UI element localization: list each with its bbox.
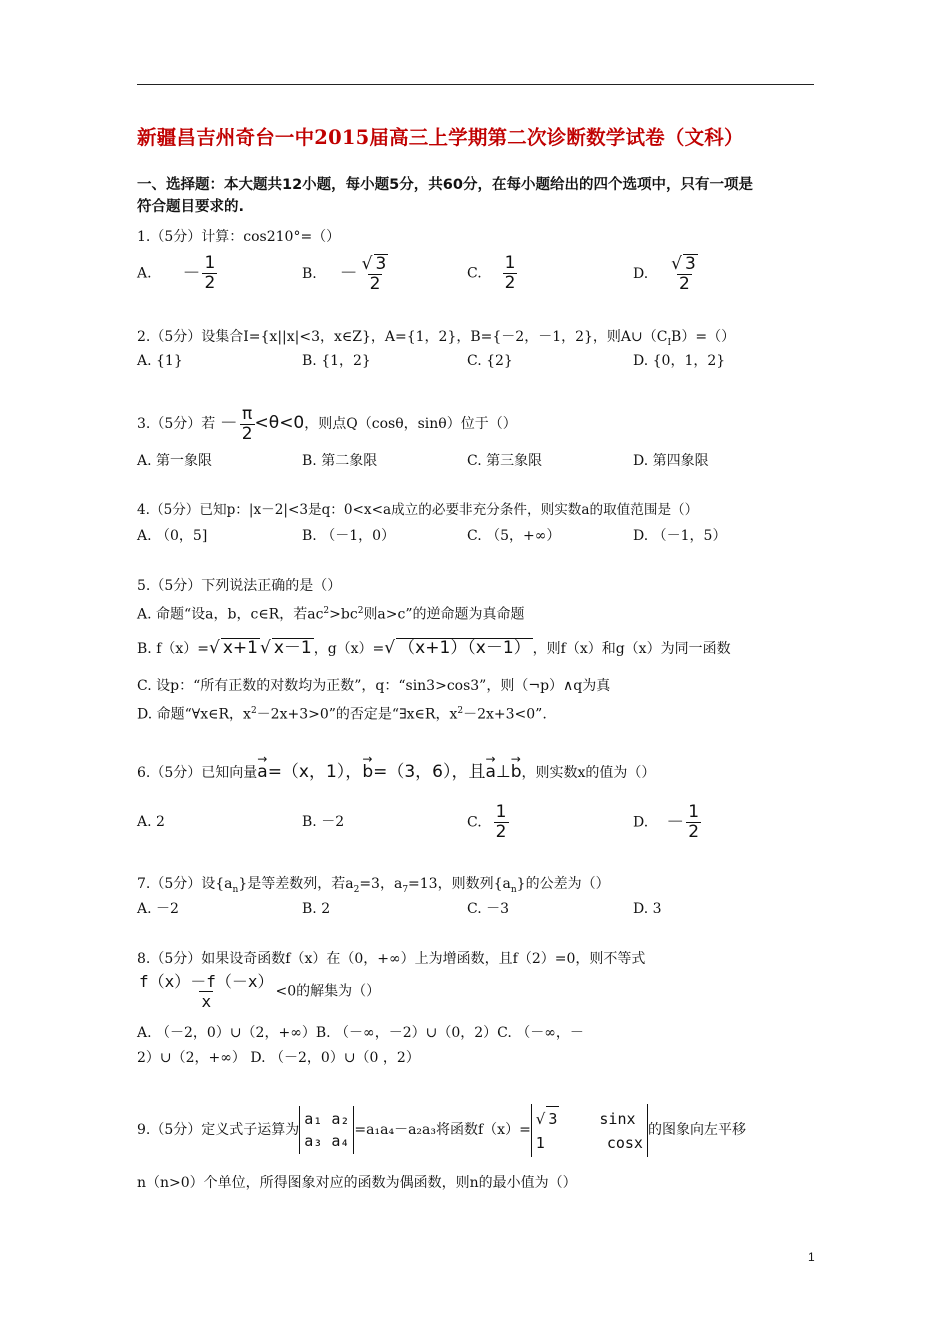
page-number: 1 bbox=[808, 1250, 815, 1264]
q5-option-a: A. 命题“设a，b，c∈R，若$ac^2>bc^2$则a>c”的逆命题为真命题 bbox=[137, 606, 525, 623]
q6-option-a: A. 2 bbox=[137, 814, 165, 830]
q3-fraction: $\frac{\pi}{2}$ bbox=[241, 403, 253, 444]
q6-stem: 6.（5分）已知向量→ a=（x，1），→ b=（3，6），且→ a⊥→ b，则实数x的值为（） bbox=[137, 763, 655, 782]
q1-d-fraction: $\frac{√ 3}{2}$ bbox=[671, 254, 696, 294]
q1-option-b bbox=[302, 254, 390, 294]
q4-option-c: C. （5，+∞） bbox=[467, 528, 561, 544]
q8-options-line2: 2）∪（2，+∞） D. （－2，0）∪（0 ，2） bbox=[137, 1050, 420, 1066]
q5-stem: 5.（5分）下列说法正确的是（） bbox=[137, 578, 342, 594]
q1-c-label: C. bbox=[467, 265, 482, 282]
q3-option-d: D. 第四象限 bbox=[633, 453, 709, 469]
q2-option-c: C. {2} bbox=[467, 353, 513, 369]
q1-c-fraction: $\frac{1}{2}$ bbox=[504, 253, 516, 293]
q8-inequality: $\frac{f(x)-f(-x)}{x}$ <0的解集为（） bbox=[139, 972, 381, 1011]
q1-option-a bbox=[137, 254, 217, 293]
q1-a-label: A. bbox=[137, 265, 152, 282]
q1-b-label: B. bbox=[302, 266, 317, 282]
q4-option-d: D. （－1，5） bbox=[633, 528, 727, 544]
q7-stem: 7.（5分）设$\{a_n\}$是等差数列，若$a_2=3$，$a_7=13$，则数列$\{a_n\}$的公差为（） bbox=[137, 876, 610, 895]
q9-determinant-def: a₁ a₂ a₃ a₄ bbox=[299, 1106, 354, 1154]
section-heading-line2: 符合题目要求的. bbox=[137, 199, 245, 215]
q2-option-a: A. {1} bbox=[137, 353, 183, 369]
q9-stem: 9.（5分）定义式子运算为a₁ a₂ a₃ a₄=a₁a₄－a₂a₃将函数f（x）=√ 3 sinx 1 cosx的图象向左平移 bbox=[137, 1102, 746, 1158]
q6-option-d: D. － $\frac{1}{2}$ bbox=[633, 802, 700, 842]
header-rule bbox=[137, 84, 814, 85]
q8-stem: 8.（5分）如果设奇函数f（x）在（0，+∞）上为增函数，且f（2）=0，则不等式 bbox=[137, 951, 646, 967]
q5-option-b: B. f（x）=√ x+1 √ x－1 ，g（x）=√ （x+1）（x－1） ，则f（x）和g（x）为同一函数 bbox=[137, 638, 731, 658]
q5-option-d: D. 命题“∀x∈R，$x^2-2x+3>0$”的否定是“∃x∈R，$x^2-2x+3<0$”. bbox=[137, 706, 547, 723]
q4-stem: 4.（5分）已知p：|x－2|<3是q：0<x<a成立的必要非充分条件，则实数a的取值范围是（） bbox=[137, 502, 699, 518]
q1-d-label: D. bbox=[633, 266, 649, 282]
q8-options-line1: A. （－2，0）∪（2，+∞）B. （－∞，－2）∪（0，2）C. （－∞，－ bbox=[137, 1025, 584, 1041]
q6-option-c: C. $\frac{1}{2}$ bbox=[467, 802, 507, 842]
q9-line2: n（n>0）个单位，所得图象对应的函数为偶函数，则n的最小值为（） bbox=[137, 1175, 577, 1191]
section-heading-line1: 一、选择题：本大题共12小题，每小题5分，共60分，在每小题给出的四个选项中，只有一项是 bbox=[137, 177, 753, 193]
q6-option-b: B. －2 bbox=[302, 814, 345, 830]
q6-c-fraction: $\frac{1}{2}$ bbox=[495, 802, 507, 842]
q4-option-a: A. （0，5] bbox=[137, 528, 208, 544]
q7-option-a: A. －2 bbox=[137, 901, 179, 917]
q1-a-fraction: $\frac{1}{2}$ bbox=[204, 253, 216, 293]
q2-option-d: D. {0，1，2} bbox=[633, 353, 726, 369]
q4-option-b: B. （－1，0） bbox=[302, 528, 396, 544]
q7-option-d: D. 3 bbox=[633, 901, 662, 917]
q7-option-b: B. 2 bbox=[302, 901, 331, 917]
q8-fraction: $\frac{f(x)-f(-x)}{x}$ bbox=[139, 972, 274, 1011]
q2-stem: 2.（5分）设集合I={x||x|<3，x∈Z}，A={1，2}，B={－2，－1，2}，则$A\cup(C_IB)=()$ bbox=[137, 329, 736, 348]
q1-b-sign: － bbox=[339, 263, 358, 284]
q2-option-b: B. {1，2} bbox=[302, 353, 371, 369]
q1-stem: 1.（5分）计算：cos210°=（） bbox=[137, 229, 341, 245]
q1-option-d bbox=[633, 254, 700, 294]
q1-a-sign: － bbox=[182, 262, 201, 284]
page-title: 新疆昌吉州奇台一中2015届高三上学期第二次诊断数学试卷（文科） bbox=[137, 126, 744, 149]
q7-option-c: C. －3 bbox=[467, 901, 510, 917]
q6-d-fraction: $\frac{1}{2}$ bbox=[688, 802, 700, 842]
q9-determinant-f: √ 3 sinx 1 cosx bbox=[531, 1104, 648, 1157]
q3-option-a: A. 第一象限 bbox=[137, 453, 213, 469]
section-heading bbox=[137, 174, 817, 218]
q1-b-fraction: $\frac{√ 3}{2}$ bbox=[361, 254, 387, 294]
q1-option-c bbox=[467, 254, 517, 293]
q3-option-b: B. 第二象限 bbox=[302, 453, 378, 469]
q3-stem: 3.（5分）若 － $\frac{\pi}{2}$ <θ<0，则点Q（cosθ，sinθ）位于（） bbox=[137, 403, 517, 444]
q3-option-c: C. 第三象限 bbox=[467, 453, 543, 469]
q5-option-c: C. 设p：“所有正数的对数均为正数”，q：“sin3>cos3”，则（¬p）∧q为真 bbox=[137, 678, 611, 694]
